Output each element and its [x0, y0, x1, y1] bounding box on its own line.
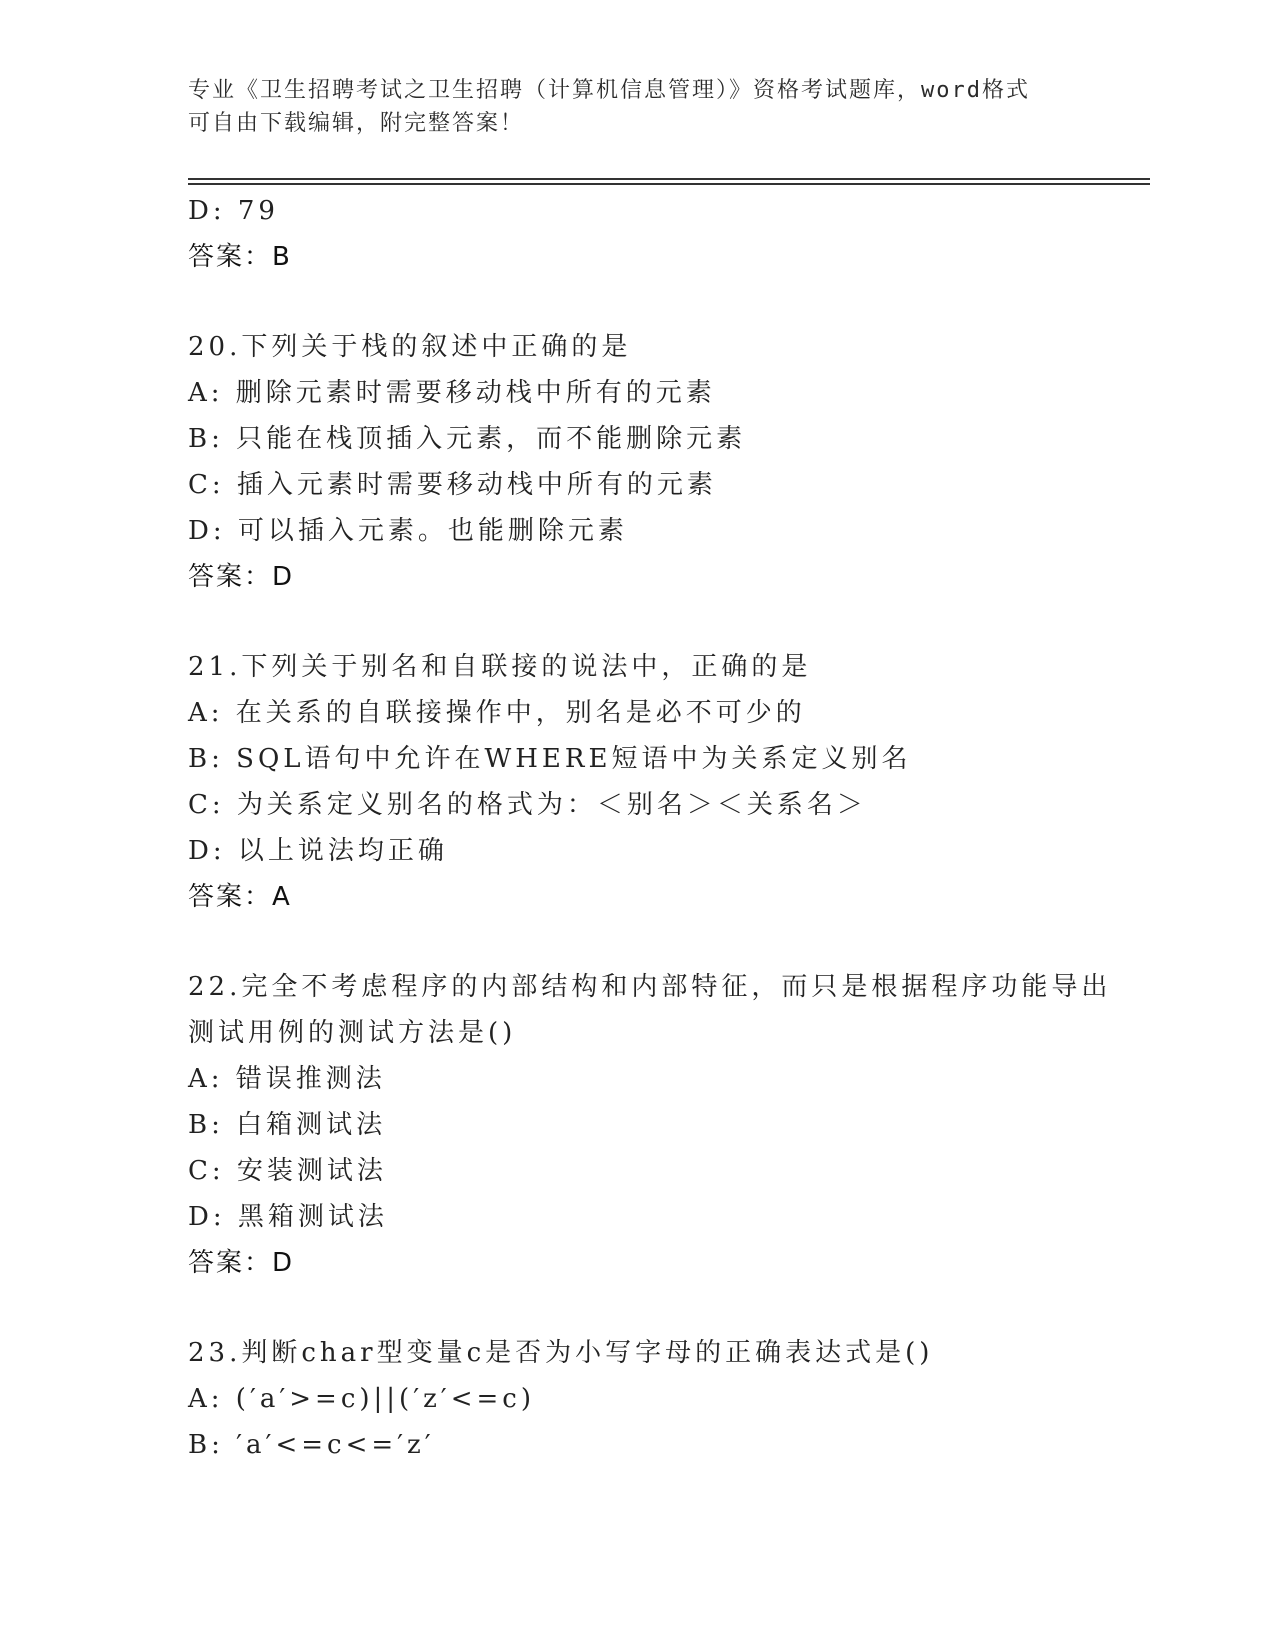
question-20	[188, 324, 1088, 600]
spacer	[188, 280, 1088, 324]
option-b: B: 白箱测试法	[188, 1110, 387, 1140]
question-stem: 23.判断char型变量c是否为小写字母的正确表达式是()	[188, 1338, 934, 1368]
header-line-2: 可自由下载编辑，附完整答案！	[188, 111, 525, 136]
spacer	[188, 920, 1088, 964]
question-21	[188, 644, 1088, 920]
option-c: C: 插入元素时需要移动栈中所有的元素	[188, 470, 717, 500]
header-divider-top	[188, 178, 1150, 180]
option-b: B: SQL语句中允许在WHERE短语中为关系定义别名	[188, 744, 912, 774]
prev-answer: 答案：B	[188, 242, 292, 272]
header-line-1: 专业《卫生招聘考试之卫生招聘（计算机信息管理）》资格考试题库，word格式	[188, 78, 1030, 103]
answer: 答案：D	[188, 1248, 295, 1278]
spacer	[188, 600, 1088, 644]
spacer	[188, 1286, 1088, 1330]
option-a: A: 错误推测法	[188, 1064, 386, 1094]
option-c: C: 安装测试法	[188, 1156, 387, 1186]
option-d: D: 以上说法均正确	[188, 836, 448, 866]
question-stem: 21.下列关于别名和自联接的说法中，正确的是	[188, 652, 812, 682]
option-a: A: (′a′>=c)||(′z′<=c)	[188, 1384, 535, 1414]
option-b: B: 只能在栈顶插入元素，而不能删除元素	[188, 424, 747, 454]
option-d: D: 黑箱测试法	[188, 1202, 388, 1232]
question-23	[188, 1330, 1088, 1468]
option-a: A: 删除元素时需要移动栈中所有的元素	[188, 378, 716, 408]
answer: 答案：D	[188, 562, 295, 592]
option-c: C: 为关系定义别名的格式为：＜别名＞＜关系名＞	[188, 790, 867, 820]
answer: 答案：A	[188, 882, 292, 912]
question-22	[188, 964, 1112, 1286]
header-divider-bottom	[188, 183, 1150, 185]
question-stem-line-1: 22.完全不考虑程序的内部结构和内部特征，而只是根据程序功能导出	[188, 972, 1112, 1002]
option-a: A: 在关系的自联接操作中，别名是必不可少的	[188, 698, 806, 728]
question-content	[188, 188, 1112, 1468]
question-stem-line-2: 测试用例的测试方法是()	[188, 1018, 517, 1048]
option-b: B: ′a′<=c<=′z′	[188, 1430, 435, 1460]
document-header	[188, 74, 1088, 140]
question-stem: 20.下列关于栈的叙述中正确的是	[188, 332, 632, 362]
option-d: D: 可以插入元素。也能删除元素	[188, 516, 628, 546]
prev-option-d: D: 79	[188, 196, 279, 226]
